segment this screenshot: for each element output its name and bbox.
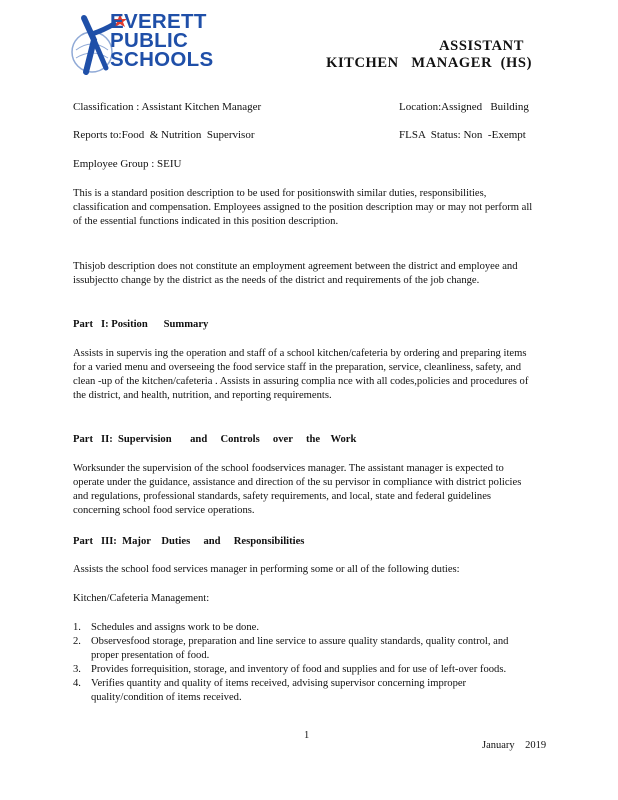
list-item-number: 4.	[73, 678, 81, 689]
logo-line-everett: EVERETT	[110, 10, 207, 33]
reports-to-text: Reports to:Food & Nutrition Supervisor	[73, 129, 255, 141]
flsa-status-text: FLSA Status: Non -Exempt	[399, 129, 526, 141]
part-3-subheading: Kitchen/Cafeteria Management:	[73, 593, 210, 604]
list-item-number: 1.	[73, 622, 81, 633]
employee-group-text: Employee Group : SEIU	[73, 158, 182, 170]
part-3-heading: Part III: Major Duties and Responsibilities	[73, 536, 305, 547]
list-item-text: Provides forrequisition, storage, and inventory of food and supplies and for use of left-over foods.	[91, 664, 507, 675]
title-line-2: KITCHEN MANAGER (HS)	[326, 55, 532, 71]
document-date: January 2019	[482, 740, 547, 751]
title-line-1: ASSISTANT	[439, 38, 524, 54]
document-title	[326, 38, 532, 72]
list-item-text: Observesfood storage, preparation and line service to assure quality standards, quality control, and proper presentation of food.	[91, 636, 509, 661]
list-item-number: 2.	[73, 636, 81, 647]
part-3-intro: Assists the school food services manager in performing some or all of the following duties:	[73, 564, 460, 575]
list-item-text: Verifies quantity and quality of items received, advising supervisor concerning improper quality/condition of items received.	[91, 678, 467, 703]
list-item	[73, 635, 535, 663]
duties-list	[73, 621, 535, 705]
list-item	[73, 663, 535, 677]
intro-paragraph-2: Thisjob description does not constitute an employment agreement between the district and employee and issubjectto change by the district as the needs of the district and requirements of the job change.	[73, 261, 518, 286]
logo-line-schools: SCHOOLS	[110, 48, 214, 71]
list-item	[73, 621, 535, 635]
logo-text	[110, 12, 213, 69]
part-1-heading: Part I: Position Summary	[73, 319, 209, 330]
list-item-number: 3.	[73, 664, 81, 675]
part-2-text: Worksunder the supervision of the school foodservices manager. The assistant manager is expected to operate under the guidance, assistance and direction of the su pervisor in compliance with district policies and regulations, professional standards, safety requirements, and local, state and federal guidelines concerning school food service operations.	[73, 463, 522, 516]
list-item	[73, 677, 535, 705]
page-number: 1	[304, 730, 310, 741]
part-1-text: Assists in supervis ing the operation and staff of a school kitchen/cafeteria by ordering and preparing items for a varied menu and overseeing the food service staff in the preparation, service, cleanliness, safety, and clean -up of the kitchen/cafeteria . Assists in assuring complia nce with all codes,policies and procedures of the district, and health, nutrition, and reporting requirements.	[73, 348, 529, 401]
intro-paragraph-1: This is a standard position description to be used for positionswith similar duties, responsibilities, classification and compensation. Employees assigned to the position description may or may not perform all of the essential functions indicated in this position description.	[73, 188, 533, 227]
list-item-text: Schedules and assigns work to be done.	[91, 622, 259, 633]
location-text: Location:Assigned Building	[399, 101, 529, 113]
classification-text: Classification : Assistant Kitchen Manager	[73, 101, 262, 113]
part-2-heading: Part II: Supervision and Controls over the Work	[73, 434, 357, 445]
logo-line-public: PUBLIC	[110, 29, 189, 52]
